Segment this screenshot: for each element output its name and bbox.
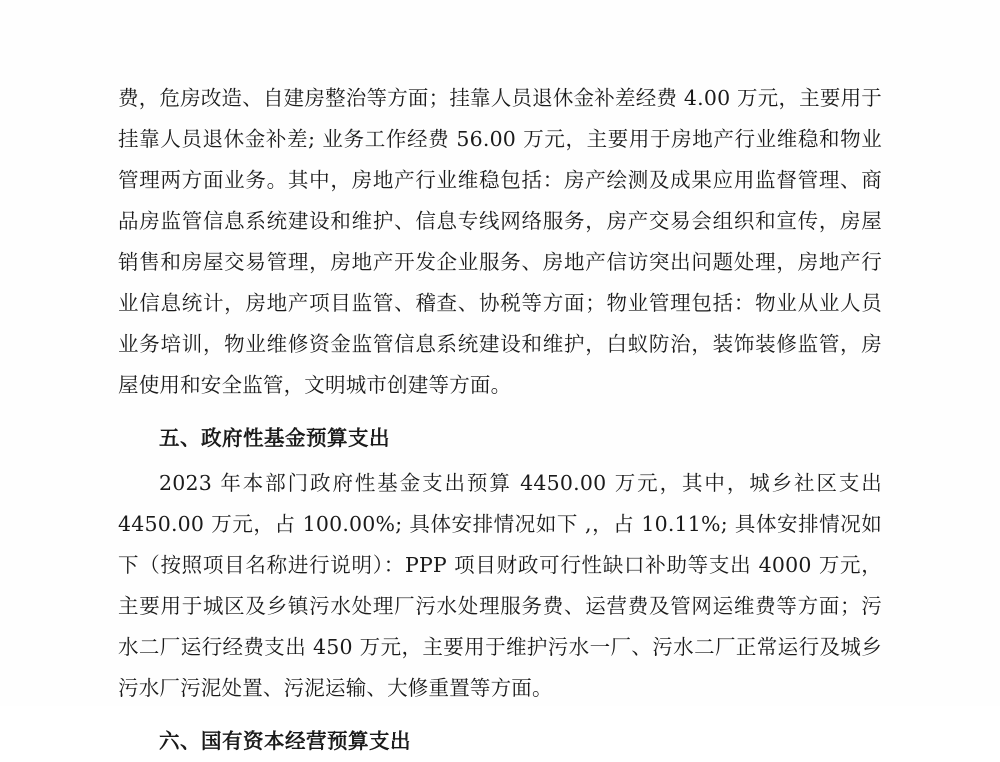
section-heading-state-capital-budget: 六、国有资本经营预算支出	[159, 729, 411, 753]
paragraph-real-estate-funding: 费，危房改造、自建房整治等方面；挂靠人员退休金补差经费 4.00 万元，主要用于挂靠人员退休金补差; 业务工作经费 56.00 万元，主要用于房地产行业维稳和物业管理两方面业务。其中，房地产行业维稳包括：房产绘测及成果应用监督管理、商品房监管信息系统建设和维护、信息专线网络服务，房产交易会组织和宣传，房屋销售和房屋交易管理，房地产开发企业服务、房地产信访突出问题处理，房地产行业信息统计，房地产项目监管、稽查、协税等方面；物业管理包括：物业从业人员业务培训，物业维修资金监管信息系统建设和维护，白蚁防治，装饰装修监管，房屋使用和安全监管，文明城市创建等方面。	[118, 86, 882, 397]
document-body	[118, 78, 882, 762]
spacer	[118, 709, 882, 721]
spacer	[118, 406, 882, 418]
section-heading-government-fund-budget: 五、政府性基金预算支出	[159, 426, 390, 450]
paragraph-government-fund-details: 2023 年本部门政府性基金支出预算 4450.00 万元，其中，城乡社区支出 4450.00 万元，占 100.00%; 具体安排情况如下 ,，占 10.11%; 具体安排情况如下（按照项目名称进行说明）：PPP 项目财政可行性缺口补助等支出 4000 万元，主要用于城区及乡镇污水处理厂污水处理服务费、运营费及管网运维费等方面；污水二厂运行经费支出 450 万元，主要用于维护污水一厂、污水二厂正常运行及城乡污水厂污泥处置、污泥运输、大修重置等方面。	[118, 471, 882, 700]
